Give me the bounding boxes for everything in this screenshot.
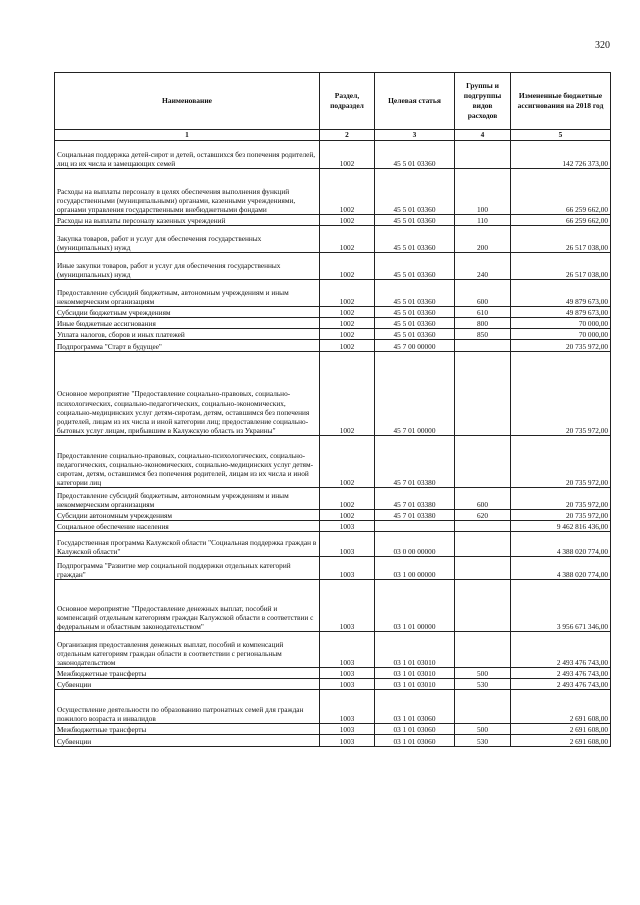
row-section: 1002 [320, 318, 375, 329]
row-name: Социальная поддержка детей-сирот и детей, оставшихся без попечения родителей, лиц из их числа и замещающих семей [55, 141, 320, 169]
row-target-article: 45 5 01 03360 [375, 318, 455, 329]
row-name: Субсидии автономным учреждениям [55, 510, 320, 521]
row-section: 1003 [320, 632, 375, 668]
row-section: 1003 [320, 690, 375, 724]
row-amount: 26 517 038,00 [511, 253, 611, 280]
row-section: 1003 [320, 735, 375, 747]
row-target-article: 45 5 01 03360 [375, 329, 455, 340]
row-expense-group: 850 [455, 329, 511, 340]
table-row [55, 735, 611, 747]
table-row [55, 668, 611, 679]
table-row [55, 521, 611, 532]
row-section: 1002 [320, 253, 375, 280]
table-row [55, 436, 611, 488]
row-amount: 49 879 673,00 [511, 307, 611, 318]
table-row [55, 690, 611, 724]
row-section: 1002 [320, 307, 375, 318]
row-amount: 70 000,00 [511, 318, 611, 329]
row-name: Иные закупки товаров, работ и услуг для обеспечения государственных (муниципальных) нужд [55, 253, 320, 280]
row-amount: 2 493 476 743,00 [511, 668, 611, 679]
row-amount: 3 956 671 346,00 [511, 580, 611, 632]
table-row [55, 340, 611, 352]
row-amount: 9 462 816 436,00 [511, 521, 611, 532]
table-row [55, 580, 611, 632]
header-amount: Измененные бюджетные ассигнования на 2018 год [511, 73, 611, 130]
row-amount: 20 735 972,00 [511, 340, 611, 352]
row-section: 1002 [320, 280, 375, 307]
row-amount: 26 517 038,00 [511, 226, 611, 253]
header-row [55, 73, 611, 130]
row-expense-group: 100 [455, 169, 511, 215]
table-row [55, 215, 611, 226]
row-name: Уплата налогов, сборов и иных платежей [55, 329, 320, 340]
row-amount: 20 735 972,00 [511, 510, 611, 521]
row-target-article: 45 5 01 03360 [375, 169, 455, 215]
row-expense-group [455, 580, 511, 632]
row-section: 1002 [320, 510, 375, 521]
table-row [55, 226, 611, 253]
row-name: Межбюджетные трансферты [55, 668, 320, 679]
column-number: 5 [511, 130, 611, 141]
row-target-article: 45 5 01 03360 [375, 215, 455, 226]
row-name: Основное мероприятие "Предоставление социально-правовых, социально-психологических, социально-педагогических, социально-экономических, социально-медицинских услуг детям-сиротам, детям, оставшимся без попечения родителей, лицам из их числа и иной категории лиц; предоставление социально-бытовых услуг лицам, прибывшим в Калужскую область из Украины" [55, 352, 320, 436]
row-target-article: 03 1 01 03010 [375, 632, 455, 668]
row-section: 1002 [320, 141, 375, 169]
row-name: Организация предоставления денежных выплат, пособий и компенсаций отдельным категориям граждан области в соответствии с региональным законодательством [55, 632, 320, 668]
row-expense-group [455, 557, 511, 580]
table-row [55, 307, 611, 318]
budget-table-body [55, 141, 611, 747]
row-expense-group: 200 [455, 226, 511, 253]
row-expense-group [455, 690, 511, 724]
row-section: 1002 [320, 169, 375, 215]
row-name: Субвенции [55, 735, 320, 747]
row-expense-group [455, 532, 511, 557]
table-row [55, 679, 611, 690]
row-target-article: 03 1 01 03060 [375, 690, 455, 724]
row-expense-group: 800 [455, 318, 511, 329]
row-target-article: 45 5 01 03360 [375, 307, 455, 318]
column-number: 1 [55, 130, 320, 141]
row-section: 1002 [320, 340, 375, 352]
header-group: Группы и подгруппы видов расходов [455, 73, 511, 130]
table-row [55, 352, 611, 436]
row-name: Осуществление деятельности по образованию патронатных семей для граждан пожилого возраста и инвалидов [55, 690, 320, 724]
row-name: Субвенции [55, 679, 320, 690]
row-target-article: 45 5 01 03360 [375, 226, 455, 253]
row-expense-group: 610 [455, 307, 511, 318]
row-amount: 49 879 673,00 [511, 280, 611, 307]
row-amount: 66 259 662,00 [511, 215, 611, 226]
row-amount: 4 388 020 774,00 [511, 532, 611, 557]
row-target-article: 45 5 01 03360 [375, 141, 455, 169]
row-section: 1002 [320, 226, 375, 253]
row-section: 1003 [320, 724, 375, 735]
row-expense-group [455, 521, 511, 532]
column-number-row [55, 130, 611, 141]
row-section: 1002 [320, 436, 375, 488]
row-expense-group: 500 [455, 668, 511, 679]
header-section: Раздел, подраздел [320, 73, 375, 130]
row-target-article: 45 7 00 00000 [375, 340, 455, 352]
row-name: Закупка товаров, работ и услуг для обеспечения государственных (муниципальных) нужд [55, 226, 320, 253]
table-row [55, 329, 611, 340]
table-row [55, 557, 611, 580]
row-target-article: 03 0 00 00000 [375, 532, 455, 557]
row-amount: 70 000,00 [511, 329, 611, 340]
row-expense-group [455, 436, 511, 488]
row-name: Межбюджетные трансферты [55, 724, 320, 735]
row-section: 1003 [320, 521, 375, 532]
row-expense-group: 600 [455, 280, 511, 307]
row-target-article: 45 7 01 03380 [375, 488, 455, 510]
table-row [55, 280, 611, 307]
row-expense-group: 500 [455, 724, 511, 735]
row-amount: 2 493 476 743,00 [511, 679, 611, 690]
row-target-article: 45 5 01 03360 [375, 280, 455, 307]
table-row [55, 532, 611, 557]
table-row [55, 253, 611, 280]
row-section: 1002 [320, 329, 375, 340]
row-amount: 2 691 608,00 [511, 690, 611, 724]
header-name: Наименование [55, 73, 320, 130]
row-name: Иные бюджетные ассигнования [55, 318, 320, 329]
row-name: Предоставление субсидий бюджетным, автономным учреждениям и иным некоммерческим организациям [55, 488, 320, 510]
row-name: Предоставление субсидий бюджетным, автономным учреждениям и иным некоммерческим организациям [55, 280, 320, 307]
row-expense-group: 530 [455, 679, 511, 690]
row-section: 1003 [320, 557, 375, 580]
row-section: 1003 [320, 679, 375, 690]
row-amount: 66 259 662,00 [511, 169, 611, 215]
row-amount: 2 493 476 743,00 [511, 632, 611, 668]
row-amount: 2 691 608,00 [511, 735, 611, 747]
table-row [55, 318, 611, 329]
row-target-article [375, 521, 455, 532]
row-name: Расходы на выплаты персоналу в целях обеспечения выполнения функций государственными (муниципальными) органами, казенными учреждениями, органами управления государственными внебюджетными фондами [55, 169, 320, 215]
row-expense-group: 600 [455, 488, 511, 510]
row-target-article: 03 1 00 00000 [375, 557, 455, 580]
row-amount: 2 691 608,00 [511, 724, 611, 735]
row-expense-group: 110 [455, 215, 511, 226]
row-name: Основное мероприятие "Предоставление денежных выплат, пособий и компенсаций отдельным категориям граждан Калужской области в соответствии с федеральным и областным законодательством" [55, 580, 320, 632]
row-expense-group: 620 [455, 510, 511, 521]
row-expense-group: 530 [455, 735, 511, 747]
row-section: 1003 [320, 532, 375, 557]
row-amount: 4 388 020 774,00 [511, 557, 611, 580]
row-amount: 20 735 972,00 [511, 488, 611, 510]
row-expense-group [455, 141, 511, 169]
row-target-article: 03 1 01 03010 [375, 679, 455, 690]
column-number: 4 [455, 130, 511, 141]
row-section: 1003 [320, 580, 375, 632]
table-row [55, 632, 611, 668]
table-row [55, 169, 611, 215]
row-name: Субсидии бюджетным учреждениям [55, 307, 320, 318]
row-target-article: 03 1 01 00000 [375, 580, 455, 632]
row-target-article: 45 7 01 03380 [375, 436, 455, 488]
row-amount: 142 726 373,00 [511, 141, 611, 169]
row-target-article: 03 1 01 03010 [375, 668, 455, 679]
row-section: 1002 [320, 215, 375, 226]
row-section: 1002 [320, 352, 375, 436]
row-amount: 20 735 972,00 [511, 352, 611, 436]
row-expense-group: 240 [455, 253, 511, 280]
row-name: Социальное обеспечение населения [55, 521, 320, 532]
table-row [55, 510, 611, 521]
row-section: 1002 [320, 488, 375, 510]
table-row [55, 488, 611, 510]
row-section: 1003 [320, 668, 375, 679]
row-target-article: 03 1 01 03060 [375, 735, 455, 747]
row-name: Предоставление социально-правовых, социально-психологических, социально-педагогических, социально-экономических, социально-медицинских услуг детям-сиротам, детям, оставшимся без попечения родителей, лицам из их числа и иной категории лиц [55, 436, 320, 488]
row-target-article: 03 1 01 03060 [375, 724, 455, 735]
row-name: Государственная программа Калужской области "Социальная поддержка граждан в Калужской области" [55, 532, 320, 557]
table-row [55, 724, 611, 735]
table-row [55, 141, 611, 169]
column-number: 3 [375, 130, 455, 141]
row-name: Расходы на выплаты персоналу казенных учреждений [55, 215, 320, 226]
column-number: 2 [320, 130, 375, 141]
row-target-article: 45 7 01 03380 [375, 510, 455, 521]
row-expense-group [455, 352, 511, 436]
row-target-article: 45 7 01 00000 [375, 352, 455, 436]
budget-table [54, 72, 611, 747]
row-expense-group [455, 340, 511, 352]
row-expense-group [455, 632, 511, 668]
header-target: Целевая статья [375, 73, 455, 130]
row-name: Подпрограмма "Развитие мер социальной поддержки отдельных категорий граждан" [55, 557, 320, 580]
row-name: Подпрограмма "Старт в будущее" [55, 340, 320, 352]
row-target-article: 45 5 01 03360 [375, 253, 455, 280]
row-amount: 20 735 972,00 [511, 436, 611, 488]
page-number: 320 [595, 40, 610, 51]
